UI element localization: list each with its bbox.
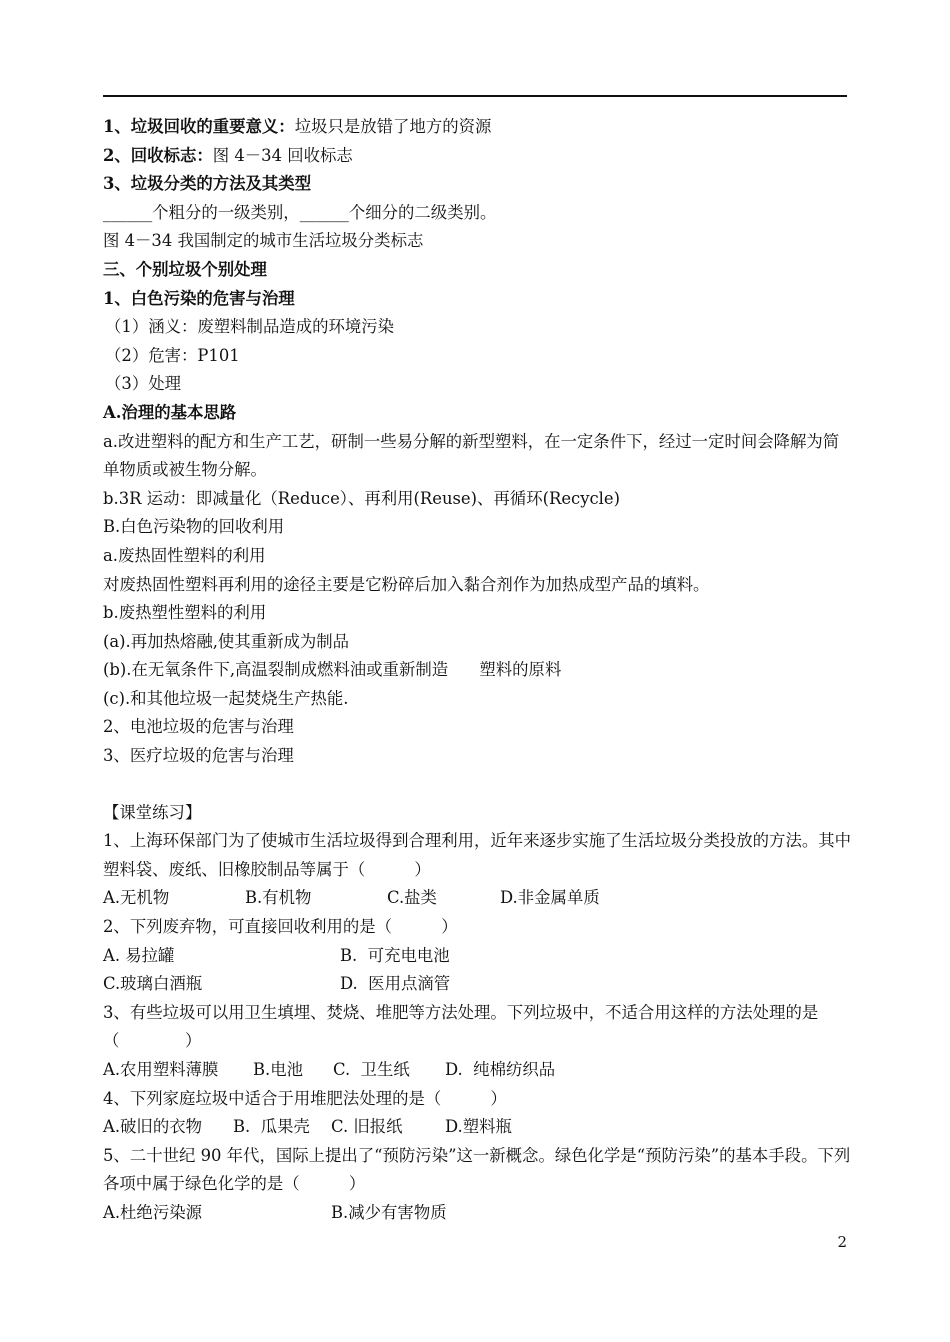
white-pollution-title: 1、白色污染的危害与治理: [103, 288, 295, 308]
basic-approach-title: A.治理的基本思路: [103, 402, 237, 422]
section-classification: 3、垃圾分类的方法及其类型: [103, 174, 312, 194]
q1-option-c[interactable]: C.盐类: [387, 888, 437, 908]
recycling-title: B.白色污染物的回收利用: [103, 517, 285, 537]
question-3-options: [103, 1056, 853, 1085]
q5-option-a[interactable]: A.杜绝污染源: [103, 1202, 202, 1222]
q3-option-b[interactable]: B.电池: [253, 1060, 304, 1079]
q1-option-d[interactable]: D.非金属单质: [500, 888, 600, 908]
wp-treatment: （3）处理: [105, 374, 181, 394]
practice-title: 【课堂练习】: [103, 802, 202, 822]
thermoplastic-item-c: (c).和其他垃圾一起焚烧生产热能.: [103, 688, 349, 708]
spacer: [103, 771, 853, 799]
medical-waste-title: 3、医疗垃圾的危害与治理: [103, 746, 294, 766]
question-1-stem: 1、上海环保部门为了使城市生活垃圾得到合理利用，近年来逐步实施了生活垃圾分类投放的方法。其中塑料袋、废纸、旧橡胶制品等属于（ ）: [103, 831, 852, 879]
section-recycling-significance: 1、垃圾回收的重要意义：垃圾只是放错了地方的资源: [103, 117, 492, 136]
wp-meaning: （1）涵义：废塑料制品造成的环境污染: [105, 317, 395, 337]
q2-option-a[interactable]: A. 易拉罐: [103, 945, 175, 965]
question-2-options-row2: [103, 970, 853, 999]
page-number: 2: [837, 1233, 847, 1251]
battery-waste-title: 2、电池垃圾的危害与治理: [103, 717, 294, 737]
q5-option-b[interactable]: B.减少有害物质: [331, 1202, 447, 1222]
thermoplastic-item-b: (b).在无氧条件下,高温裂制成燃料油或重新制造 塑料的原料: [103, 660, 562, 680]
q4-option-a[interactable]: A.破旧的衣物: [103, 1117, 202, 1137]
figure-caption: 图 4－34 我国制定的城市生活垃圾分类标志: [103, 231, 424, 251]
document-body: [103, 113, 853, 1228]
section-3-title: 三、个别垃圾个别处理: [103, 259, 267, 279]
approach-b-text: b.3R 运动：即减量化（Reduce）、再利用(Reuse)、再循环(Recycle): [103, 488, 620, 508]
thermoset-title: a.废热固性塑料的利用: [103, 545, 266, 565]
q3-option-c[interactable]: C. 卫生纸: [333, 1060, 410, 1079]
question-5-options: [103, 1199, 853, 1228]
q2-option-b[interactable]: B. 可充电电池: [340, 945, 450, 965]
section-recycling-mark: 2、回收标志：图 4－34 回收标志: [103, 145, 353, 165]
question-1-options: [103, 884, 853, 913]
q1-option-b[interactable]: B.有机物: [245, 888, 312, 908]
question-5-stem: 5、二十世纪 90 年代，国际上提出了“预防污染”这一新概念。绿色化学是“预防污染”的基本手段。下列各项中属于绿色化学的是（ ）: [103, 1145, 851, 1194]
thermoplastic-title: b.废热塑性塑料的利用: [103, 603, 267, 623]
question-2-stem: 2、下列废弃物，可直接回收利用的是（ ）: [103, 917, 458, 937]
question-4-options: [103, 1113, 853, 1142]
question-3-stem: 3、有些垃圾可以用卫生填埋、焚烧、堆肥等方法处理。下列垃圾中，不适合用这样的方法处理的是（ ）: [103, 1002, 819, 1051]
thermoplastic-item-a: (a).再加热熔融,使其重新成为制品: [103, 631, 350, 651]
q3-option-d[interactable]: D. 纯棉纺织品: [445, 1060, 556, 1079]
q4-option-d[interactable]: D.塑料瓶: [445, 1117, 512, 1137]
q1-option-a[interactable]: A.无机物: [103, 888, 170, 908]
question-2-options-row1: [103, 942, 853, 971]
fill-blank-line: ______个粗分的一级类别，______个细分的二级类别。: [103, 202, 497, 222]
wp-harm: （2）危害：P101: [105, 345, 240, 365]
approach-a-text: a.改进塑料的配方和生产工艺，研制一些易分解的新型塑料，在一定条件下，经过一定时间会降解为简单物质或被生物分解。: [103, 431, 840, 480]
thermoset-text: 对废热固性塑料再利用的途径主要是它粉碎后加入黏合剂作为加热成型产品的填料。: [103, 574, 710, 594]
header-rule: [103, 95, 847, 97]
q4-option-c[interactable]: C. 旧报纸: [331, 1117, 403, 1137]
q3-option-a[interactable]: A.农用塑料薄膜: [103, 1060, 219, 1079]
question-4-stem: 4、下列家庭垃圾中适合于用堆肥法处理的是（ ）: [103, 1088, 507, 1108]
q2-option-d[interactable]: D. 医用点滴管: [340, 974, 451, 994]
q4-option-b[interactable]: B. 瓜果壳: [233, 1117, 310, 1137]
q2-option-c[interactable]: C.玻璃白酒瓶: [103, 974, 203, 994]
